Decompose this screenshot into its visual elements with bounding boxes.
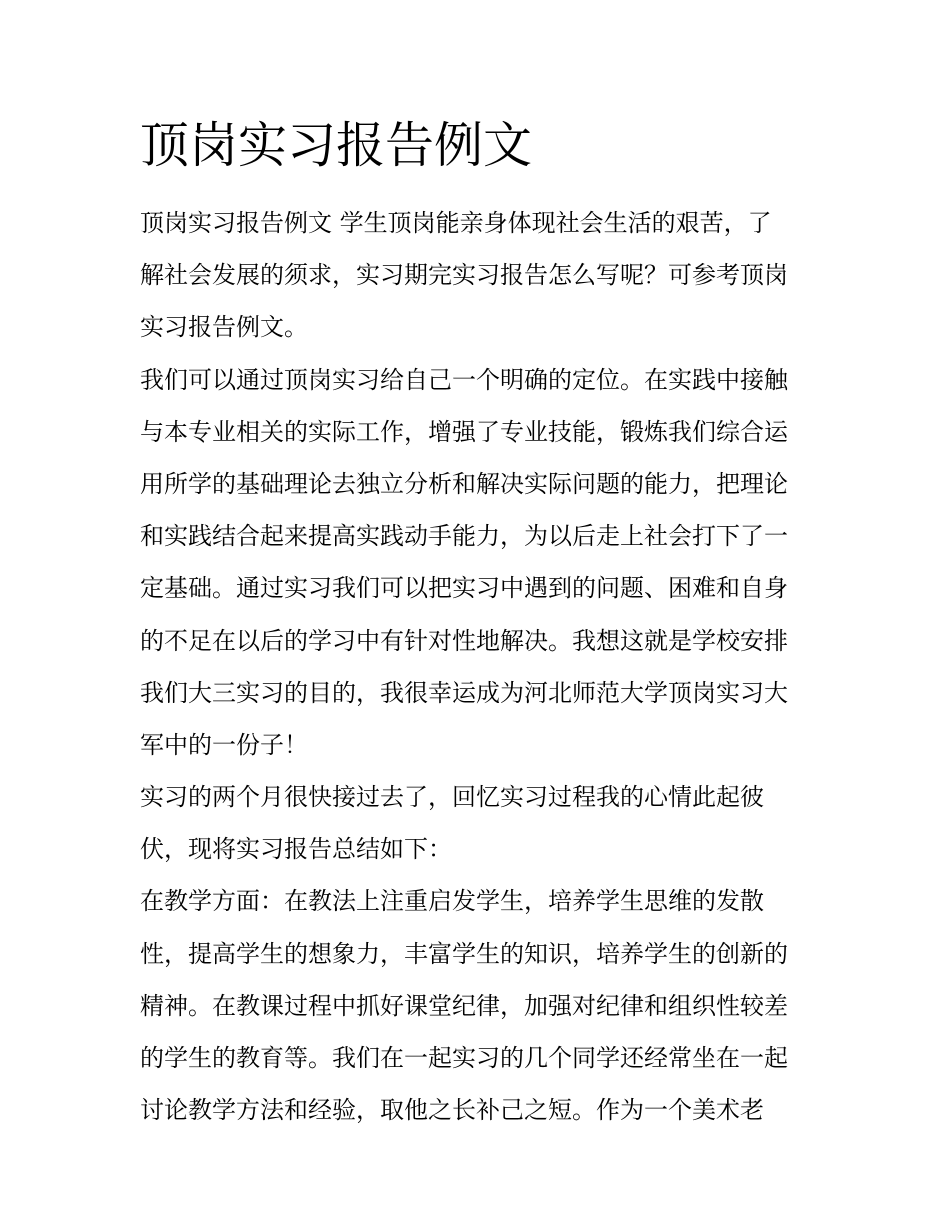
text-line: 与本专业相关的实际工作，增强了专业技能，锻炼我们综合运 <box>140 417 788 446</box>
text-line: 的学生的教育等。我们在一起实习的几个同学还经常坐在一起 <box>140 1044 788 1072</box>
text-line: 顶岗实习报告例文 学生顶岗能亲身体现社会生活的艰苦，了 <box>140 209 772 237</box>
text-line: 军中的一份子！ <box>140 730 308 759</box>
text-line: 性，提高学生的想象力，丰富学生的知识，培养学生的创新的 <box>140 939 788 968</box>
text-line: 伏，现将实习报告总结如下： <box>140 835 452 864</box>
document-title: 顶岗实习报告例文 <box>140 117 533 174</box>
text-line: 和实践结合起来提高实践动手能力，为以后走上社会打下了一 <box>140 522 788 551</box>
text-line: 的不足在以后的学习中有针对性地解决。我想这就是学校安排 <box>140 626 788 655</box>
text-line: 用所学的基础理论去独立分析和解决实际问题的能力，把理论 <box>140 469 788 498</box>
text-line: 定基础。通过实习我们可以把实习中遇到的问题、困难和自身 <box>140 574 788 603</box>
text-line: 精神。在教课过程中抓好课堂纪律，加强对纪律和组织性较差 <box>140 991 788 1020</box>
text-line: 解社会发展的须求，实习期完实习报告怎么写呢？可参考顶岗 <box>140 261 788 290</box>
text-line: 我们大三实习的目的，我很幸运成为河北师范大学顶岗实习大 <box>140 678 788 707</box>
text-line: 讨论教学方法和经验，取他之长补己之短。作为一个美术老 <box>140 1096 764 1125</box>
text-line: 实习报告例文。 <box>140 313 308 342</box>
text-line: 在教学方面：在教法上注重启发学生，培养学生思维的发散 <box>140 887 764 916</box>
text-line: 我们可以通过顶岗实习给自己一个明确的定位。在实践中接触 <box>140 365 788 394</box>
text-line: 实习的两个月很快接过去了，回忆实习过程我的心情此起彼 <box>140 783 764 812</box>
document-body <box>140 197 812 1136</box>
